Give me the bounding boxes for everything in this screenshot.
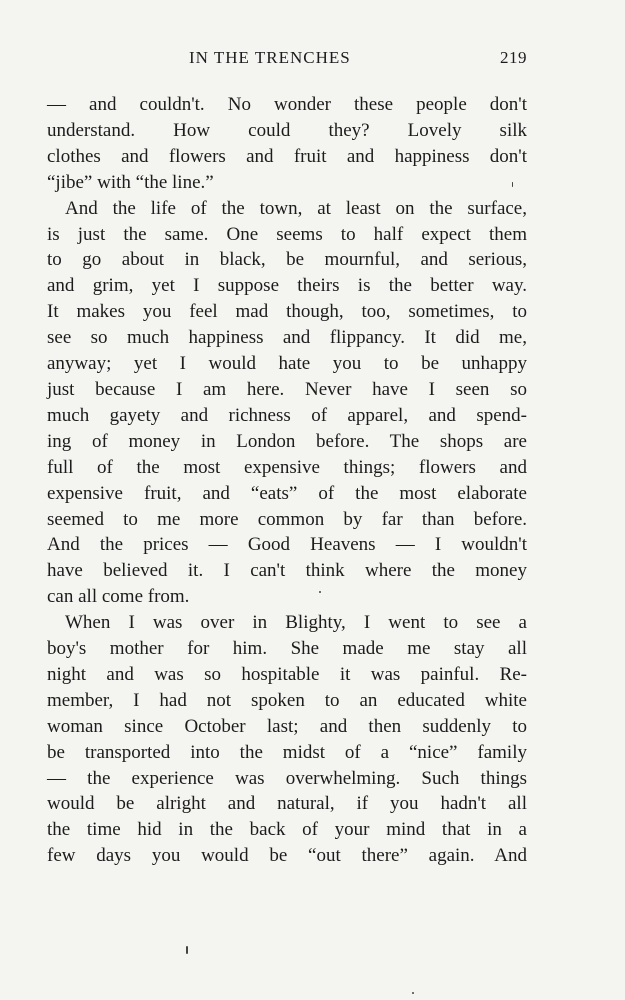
text-line: full of the most expensive things; flowers and bbox=[47, 456, 527, 478]
text-line: few days you would be “out there” again. And bbox=[47, 845, 527, 867]
text-line: night and was so hospitable it was painful. Re- bbox=[47, 663, 527, 685]
text-line: “jibe” with “the line.” bbox=[47, 171, 214, 193]
text-line: can all come from. bbox=[47, 586, 190, 608]
text-line: see so much happiness and flippancy. It did me, bbox=[47, 327, 527, 349]
text-line: be transported into the midst of a “nice” family bbox=[47, 741, 527, 763]
text-line: And the life of the town, at least on the surface, bbox=[65, 197, 527, 219]
scan-speck bbox=[186, 946, 188, 954]
text-line: clothes and flowers and fruit and happiness don't bbox=[47, 145, 527, 167]
text-line: — the experience was overwhelming. Such things bbox=[47, 767, 527, 789]
paragraph-2 bbox=[47, 196, 527, 611]
text-line: have believed it. I can't think where the money bbox=[47, 560, 527, 582]
text-line: is just the same. One seems to half expect them bbox=[47, 223, 527, 245]
text-line: boy's mother for him. She made me stay all bbox=[47, 638, 527, 660]
text-line: ing of money in London before. The shops are bbox=[47, 430, 527, 452]
text-line: seemed to me more common by far than before. bbox=[47, 508, 527, 530]
scan-speck bbox=[512, 182, 513, 187]
text-line: just because I am here. Never have I seen so bbox=[47, 378, 527, 400]
text-line: much gayety and richness of apparel, and spend- bbox=[47, 404, 527, 426]
text-line: It makes you feel mad though, too, sometimes, to bbox=[47, 301, 527, 323]
scan-speck bbox=[412, 992, 414, 994]
text-line: would be alright and natural, if you hadn't all bbox=[47, 793, 527, 815]
text-line: member, I had not spoken to an educated white bbox=[47, 689, 527, 711]
page-number: 219 bbox=[500, 48, 527, 67]
text-line: And the prices — Good Heavens — I wouldn't bbox=[47, 534, 527, 556]
text-line: expensive fruit, and “eats” of the most elaborate bbox=[47, 482, 527, 504]
text-line: — and couldn't. No wonder these people don't bbox=[47, 94, 527, 115]
paragraph-1 bbox=[47, 92, 527, 196]
chapter-title: IN THE TRENCHES bbox=[189, 48, 351, 67]
text-line: When I was over in Blighty, I went to see a bbox=[65, 612, 527, 634]
text-line: woman since October last; and then suddenly to bbox=[47, 715, 527, 737]
scan-speck bbox=[319, 591, 321, 593]
body-text bbox=[47, 92, 527, 869]
text-line: and grim, yet I suppose theirs is the better way. bbox=[47, 275, 527, 297]
running-header bbox=[47, 48, 527, 74]
text-line: the time hid in the back of your mind that in a bbox=[47, 819, 527, 841]
text-line: to go about in black, be mournful, and serious, bbox=[47, 249, 527, 271]
paragraph-3 bbox=[47, 610, 527, 869]
text-line: anyway; yet I would hate you to be unhappy bbox=[47, 353, 527, 375]
text-line: understand. How could they? Lovely silk bbox=[47, 119, 527, 141]
